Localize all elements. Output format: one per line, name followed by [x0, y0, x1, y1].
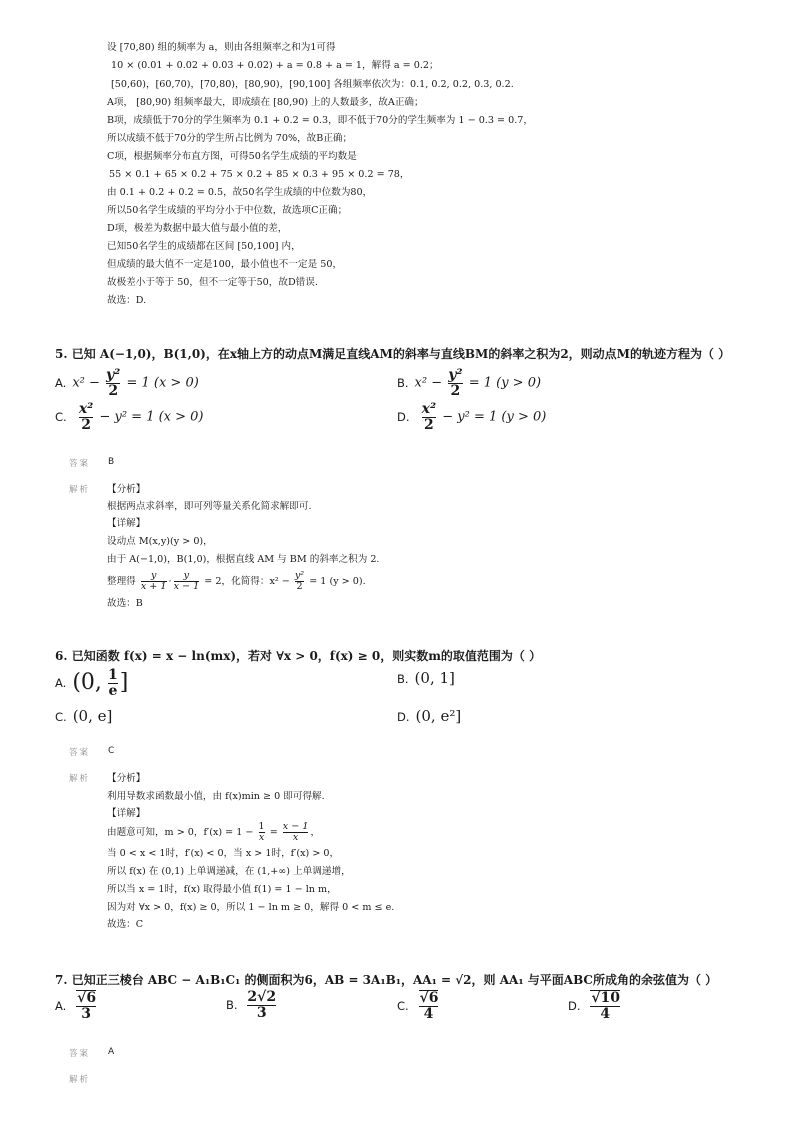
denominator: 3 [247, 1005, 276, 1021]
fraction [419, 990, 439, 1021]
fraction [422, 402, 436, 432]
option-d[interactable] [397, 402, 546, 432]
analysis-label: 解析 [69, 774, 91, 784]
option-c[interactable] [55, 402, 204, 432]
option-math: x² − [72, 375, 100, 391]
numerator: √6 [77, 990, 97, 1006]
option-label: C. [55, 409, 67, 424]
solution-line: 所以成绩不低于70分的学生所占比例为 70%，故B正确； [107, 133, 353, 144]
denominator: x − 1 [173, 581, 200, 593]
option-d[interactable] [397, 707, 461, 727]
numerator: y² [106, 367, 121, 383]
option-label: C. [55, 710, 67, 724]
solution-line: 故选：D. [107, 295, 147, 306]
analysis-heading: 【分析】 [107, 773, 146, 784]
denominator: 2 [422, 417, 436, 433]
answer-label: 答案 [69, 1049, 91, 1059]
numerator: x² [421, 401, 437, 417]
solution-line: 故极差小于等于 50，但不一定等于50，故D错误. [107, 277, 318, 288]
option-a[interactable] [55, 990, 98, 1021]
analysis-text: 根据两点求斜率，即可列等量关系化简求解即可. [107, 501, 312, 512]
detail-heading: 【详解】 [107, 808, 146, 819]
option-math: (0, e] [72, 707, 113, 725]
fraction [76, 990, 96, 1021]
fraction [79, 402, 93, 432]
numerator: √10 [591, 990, 621, 1006]
numerator: 2√2 [247, 989, 277, 1005]
detail-line: 当 0 < x < 1时，f′(x) < 0，当 x > 1时，f′(x) > 0， [107, 848, 340, 859]
denominator: 2 [448, 383, 462, 399]
option-label: D. [397, 710, 410, 724]
answer-value: C [108, 746, 115, 756]
analysis-label: 解析 [69, 485, 91, 495]
option-math: = 1 (y > 0) [468, 375, 542, 391]
detail-text: 整理得 [107, 576, 136, 588]
option-math: ] [119, 670, 129, 696]
analysis-text: 利用导数求函数最小值，由 f(x)min ≥ 0 即可得解. [107, 791, 325, 802]
option-math: (0, e²] [415, 707, 462, 725]
solution-line: 由 0.1 + 0.2 + 0.2 = 0.5，故50名学生成绩的中位数为80， [107, 187, 373, 198]
solution-line: 设 [70,80) 组的频率为 a，则由各组频率之和为1可得 [107, 42, 336, 53]
denominator: 4 [590, 1006, 620, 1022]
option-label: B. [397, 672, 409, 686]
denominator: x [258, 832, 265, 844]
fraction [106, 368, 120, 398]
option-b[interactable] [397, 669, 455, 689]
denominator: 2 [79, 417, 93, 433]
option-c[interactable] [55, 707, 112, 727]
question-stem: 6. 已知函数 f(x) = x − ln(mx)，若对 ∀x > 0，f(x) ≥ 0，则实数m的取值范围为（ ） [55, 649, 542, 663]
numerator: x² [78, 401, 94, 417]
solution-line: D项，极差为数据中最大值与最小值的差， [107, 223, 288, 234]
detail-line: 故选：B [107, 598, 143, 609]
detail-line: 所以 f(x) 在 (0,1) 上单调递减，在 (1,+∞) 上单调递增， [107, 866, 351, 877]
option-math: (0, 1] [414, 669, 455, 687]
detail-line: 整理得 $\frac{y}{x + 1}$ · $\frac{y}{x - 1}$ = 2，化简得：x² − $\frac{\text{y²}}{2}$ = 1 (y > 0). [107, 570, 366, 593]
denominator: 3 [76, 1006, 96, 1022]
detail-line [107, 822, 320, 843]
denominator: x + 1 [140, 581, 167, 593]
option-math: − y² = 1 (x > 0) [99, 409, 204, 425]
solution-line: 已知50名学生的成绩都在区间 [50,100] 内， [107, 241, 301, 252]
numerator: y [183, 570, 190, 581]
fraction [295, 571, 304, 592]
fraction [448, 368, 462, 398]
detail-line: 因为对 ∀x > 0，f(x) ≥ 0，所以 1 − ln m ≥ 0，解得 0 < m ≤ e. [107, 902, 395, 913]
option-label: A. [55, 998, 67, 1013]
question-stem: 7. 已知正三棱台 ABC − A₁B₁C₁ 的侧面积为6，AB = 3A₁B₁，AA₁ = √2，则 AA₁ 与平面ABC所成角的余弦值为（ ） [55, 973, 718, 987]
option-label: D. [568, 998, 581, 1013]
solution-line: [50,60)，[60,70)，[70,80)，[80,90)，[90,100] 各组频率依次为：0.1, 0.2, 0.2, 0.3, 0.2. [111, 79, 514, 90]
option-label: A. [55, 675, 67, 690]
fraction [174, 571, 200, 592]
numerator: y² [294, 570, 305, 581]
analysis-label: 解析 [69, 1075, 91, 1085]
option-label: A. [55, 375, 67, 390]
fraction [283, 822, 309, 843]
solution-line: 55 × 0.1 + 65 × 0.2 + 75 × 0.2 + 85 × 0.3 + 95 × 0.2 = 78， [109, 169, 410, 180]
answer-label: 答案 [69, 459, 91, 469]
option-label: B. [397, 375, 409, 390]
question-stem: 5. 已知 A(−1,0)，B(1,0)，在x轴上方的动点M满足直线AM的斜率与直线BM的斜率之积为2，则动点M的轨迹方程为（ ） [55, 347, 731, 361]
solution-line: C项，根据频率分布直方图，可得50名学生成绩的平均数是 [107, 151, 357, 162]
detail-text: = 2，化简得：x² − [204, 576, 290, 588]
option-label: C. [397, 998, 409, 1013]
solution-line: 所以50名学生成绩的平均分小于中位数，故选项C正确； [107, 205, 348, 216]
analysis-heading: 【分析】 [107, 484, 146, 495]
option-math: − y² = 1 (y > 0) [442, 409, 547, 425]
option-math: x² − [414, 375, 443, 391]
fraction [590, 990, 620, 1021]
denominator: x [283, 832, 309, 843]
detail-line: 故选：C [107, 919, 144, 930]
detail-text: = 1 (y > 0). [309, 576, 366, 588]
denominator: 2 [106, 383, 120, 399]
numerator: 1 [258, 821, 265, 832]
option-math: = 1 (x > 0) [126, 375, 199, 391]
detail-text: = [269, 827, 278, 839]
numerator: y² [448, 367, 463, 383]
option-label: D. [397, 409, 410, 424]
detail-line: 由于 A(−1,0)，B(1,0)，根据直线 AM 与 BM 的斜率之积为 2. [107, 554, 380, 565]
denominator: 2 [296, 581, 303, 593]
option-label: B. [226, 998, 238, 1013]
denominator: 4 [419, 1006, 439, 1022]
solution-line: 10 × (0.01 + 0.02 + 0.03 + 0.02) + a = 0.8 + a = 1，解得 a = 0.2； [111, 60, 439, 71]
solution-line: B项，成绩低于70分的学生频率为 0.1 + 0.2 = 0.3，即不低于70分的学生频率为 1 − 0.3 = 0.7， [107, 115, 533, 126]
fraction [259, 822, 265, 843]
option-b[interactable] [226, 990, 278, 1020]
fraction [108, 668, 118, 698]
denominator: e [108, 682, 118, 699]
option-a[interactable] [55, 668, 128, 698]
answer-value: A [108, 1047, 115, 1057]
solution-line: 但成绩的最大值不一定是100，最小值也不一定是 50， [107, 259, 343, 270]
option-b[interactable] [397, 368, 541, 398]
answer-value: B [108, 457, 115, 467]
numerator: x − 1 [282, 821, 309, 832]
solution-line: A项， [80,90) 组频率最大，即成绩在 [80,90) 上的人数最多，故A正确； [107, 97, 424, 108]
numerator: √6 [419, 990, 439, 1006]
option-d[interactable] [568, 990, 622, 1021]
numerator: 1 [108, 667, 118, 683]
detail-text: ， [310, 827, 321, 839]
fraction [247, 990, 276, 1020]
option-a[interactable] [55, 368, 199, 398]
detail-heading: 【详解】 [107, 518, 146, 529]
detail-line: 设动点 M(x,y)(y > 0)， [107, 536, 213, 547]
option-math: (0, [72, 670, 102, 696]
detail-line: 所以当 x = 1时，f(x) 取得最小值 f(1) = 1 − ln m， [107, 884, 337, 895]
detail-text: 由题意可知，m > 0，f′(x) = 1 − [107, 827, 254, 839]
answer-label: 答案 [69, 748, 91, 758]
fraction [141, 571, 167, 592]
numerator: y [150, 570, 157, 581]
option-c[interactable] [397, 990, 440, 1021]
